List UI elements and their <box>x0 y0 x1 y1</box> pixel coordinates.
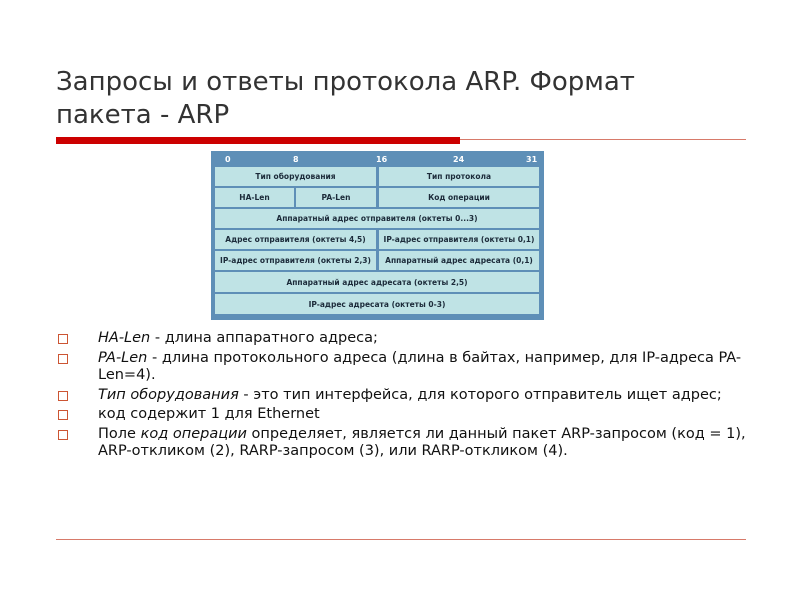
bullet-prefix: Поле <box>98 425 141 442</box>
field-protocol-type: Тип протокола <box>379 167 539 186</box>
bullet-square-icon <box>58 334 68 344</box>
bullet-square-icon <box>58 354 68 364</box>
title-line-1: Запросы и ответы протокола ARP. Формат <box>56 67 635 97</box>
bullet-item <box>56 387 746 405</box>
term-opcode: код операции <box>140 425 247 442</box>
title-line-2: пакета - ARP <box>56 100 230 130</box>
term-hardware-type: Тип оборудования <box>98 386 239 403</box>
field-opcode: Код операции <box>379 188 539 207</box>
bullet-square-icon <box>58 430 68 440</box>
term-pa-len: PA-Len <box>98 349 148 366</box>
bullet-list <box>56 330 746 463</box>
bullet-item <box>56 350 746 385</box>
bullet-square-icon <box>58 391 68 401</box>
bullet-item <box>56 426 746 461</box>
bit-label-8: 8 <box>293 155 299 164</box>
bit-label-24: 24 <box>453 155 465 164</box>
bit-label-31: 31 <box>526 155 538 164</box>
field-target-hw-2-5: Аппаратный адрес адресата (октеты 2,5) <box>215 272 539 292</box>
bullet-text: код содержит 1 для Ethernet <box>98 406 320 422</box>
slide-title <box>56 66 756 132</box>
bullet-text: - это тип интерфейса, для которого отправитель ищет адрес; <box>238 386 722 403</box>
bullet-square-icon <box>58 410 68 420</box>
title-underline-accent <box>56 137 460 144</box>
field-sender-ip-2-3: IP-адрес отправителя (октеты 2,3) <box>215 251 376 270</box>
field-sender-hw-4-5: Адрес отправителя (октеты 4,5) <box>215 230 376 249</box>
field-hardware-type: Тип оборудования <box>215 167 376 186</box>
field-sender-hw-0-3: Аппаратный адрес отправителя (октеты 0...3) <box>215 209 539 228</box>
bullet-text: определяет, является ли данный пакет ARP-запросом (код = 1), ARP-откликом (2), RARP-запросом (3), или RARP-откликом (4). <box>98 425 746 459</box>
field-pa-len: PA-Len <box>296 188 376 207</box>
bullet-item <box>56 330 746 348</box>
title-underline-thin <box>460 139 746 140</box>
bit-label-0: 0 <box>225 155 231 164</box>
bullet-item <box>56 406 746 424</box>
bit-label-16: 16 <box>376 155 388 164</box>
bullet-text: - длина аппаратного адреса; <box>150 330 378 346</box>
field-ha-len: HA-Len <box>215 188 294 207</box>
term-ha-len: HA-Len <box>98 330 151 346</box>
bullet-text: - длина протокольного адреса (длина в байтах, например, для IP-адреса PA-Len=4). <box>98 349 742 383</box>
field-sender-ip-0-1: IP-адрес отправителя (октеты 0,1) <box>379 230 539 249</box>
footer-divider <box>56 539 746 540</box>
field-target-hw-0-1: Аппаратный адрес адресата (0,1) <box>379 251 539 270</box>
field-target-ip-0-3: IP-адрес адресата (октеты 0-3) <box>215 294 539 314</box>
